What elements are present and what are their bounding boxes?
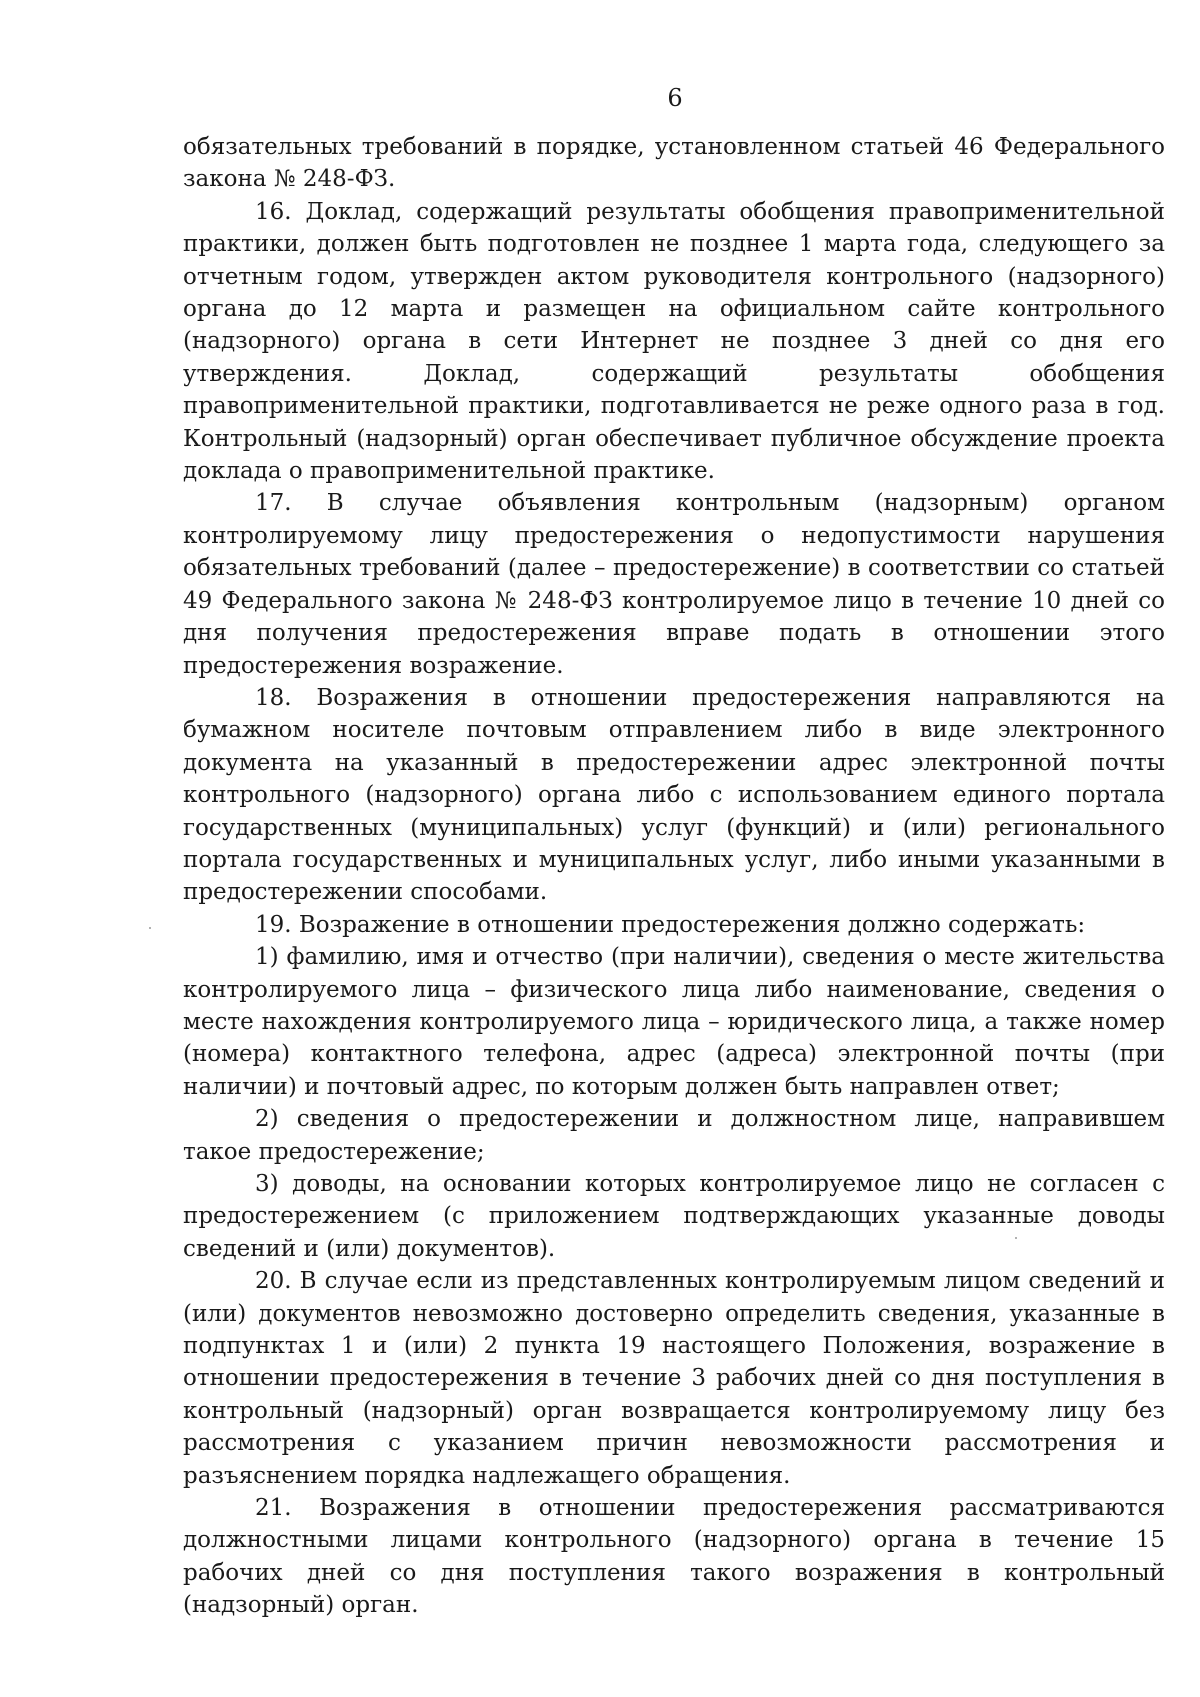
paragraph-16: 16. Доклад, содержащий результаты обобщения правоприменительной практики, должен быть подготовлен не позднее 1 марта года, следующего за отчетным годом, утвержден актом руководителя контрольного (надзорного) органа до 12 марта и размещен на официальном сайте контрольного (надзорного) органа в сети Интернет не позднее 3 дней со дня его утверждения. Доклад, содержащий результаты обобщения правоприменительной практики, подготавливается не реже одного раза в год. Контрольный (надзорный) орган обеспечивает публичное обсуждение проекта доклада о правоприменительной практике. bbox=[183, 198, 1165, 485]
paragraph-20: 20. В случае если из представленных контролируемым лицом сведений и (или) документов невозможно достоверно определить сведения, указанные в подпунктах 1 и (или) 2 пункта 19 настоящего Положения, возражение в отношении предостережения в течение 3 рабочих дней со дня поступления в контрольный (надзорный) орган возвращается контролируемому лицу без рассмотрения с указанием причин невозможности рассмотрения и разъяснением порядка надлежащего обращения. bbox=[183, 1268, 1165, 1489]
scan-speck bbox=[1015, 1237, 1017, 1239]
document-body bbox=[183, 131, 1165, 1622]
scan-speck bbox=[149, 927, 151, 929]
paragraph-continuation: обязательных требований в порядке, установленном статьей 46 Федерального закона № 248-ФЗ. bbox=[183, 134, 1165, 193]
paragraph-19-item-3: 3) доводы, на основании которых контролируемое лицо не согласен с предостережением (с приложением подтверждающих указанные доводы сведений и (или) документов). bbox=[183, 1171, 1165, 1262]
paragraph-17: 17. В случае объявления контрольным (надзорным) органом контролируемому лицу предостережения о недопустимости нарушения обязательных требований (далее – предостережение) в соответствии со статьей 49 Федерального закона № 248-ФЗ контролируемое лицо в течение 10 дней со дня получения предостережения вправе подать в отношении этого предостережения возражение. bbox=[183, 490, 1165, 679]
paragraph-19-item-2: 2) сведения о предостережении и должностном лице, направившем такое предостережение; bbox=[183, 1106, 1165, 1165]
paragraph-18: 18. Возражения в отношении предостережения направляются на бумажном носителе почтовым отправлением либо в виде электронного документа на указанный в предостережении адрес электронной почты контрольного (надзорного) органа либо с использованием единого портала государственных (муниципальных) услуг (функций) и (или) регионального портала государственных и муниципальных услуг, либо иными указанными в предостережении способами. bbox=[183, 684, 1165, 906]
paragraph-19-item-1: 1) фамилию, имя и отчество (при наличии), сведения о месте жительства контролируемого лица – физического лица либо наименование, сведения о месте нахождения контролируемого лица – юридического лица, а также номер (номера) контактного телефона, адрес (адреса) электронной почты (при наличии) и почтовый адрес, по которым должен быть направлен ответ; bbox=[183, 944, 1165, 1100]
page-number: 6 bbox=[667, 84, 683, 112]
paragraph-19: 19. Возражение в отношении предостережения должно содержать: bbox=[255, 911, 1086, 938]
paragraph-21: 21. Возражения в отношении предостережения рассматриваются должностными лицами контрольного (надзорного) органа в течение 15 рабочих дней со дня поступления такого возражения в контрольный (надзорный) орган. bbox=[183, 1495, 1165, 1619]
